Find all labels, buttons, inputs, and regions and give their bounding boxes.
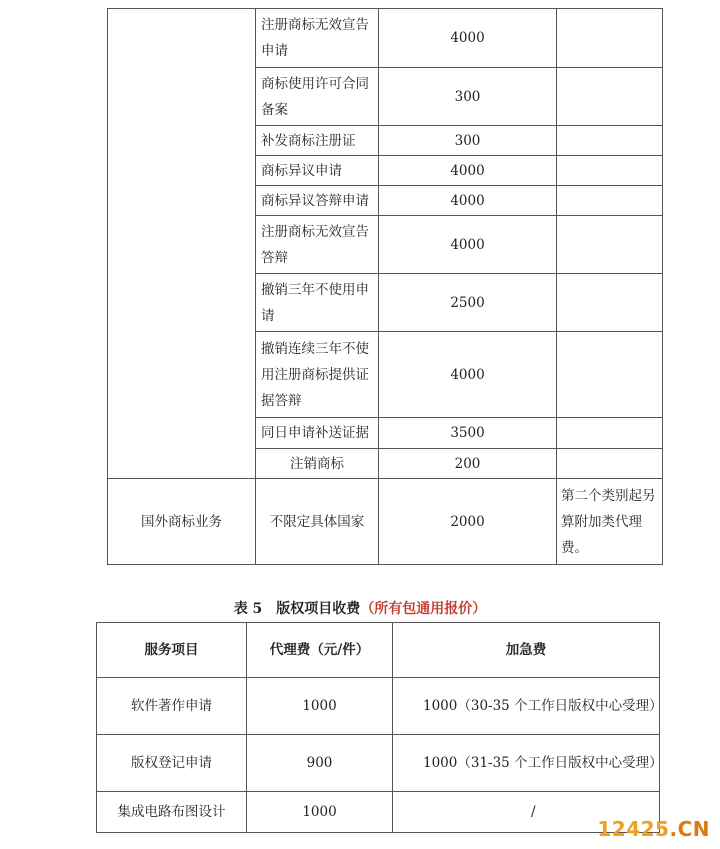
urgent-cell: 1000（30-35 个工作日版权中心受理）: [393, 678, 660, 735]
service-cell: 撤销连续三年不使用注册商标提供证据答辩: [256, 332, 379, 418]
fee-cell: 3500: [379, 418, 557, 449]
fee-cell: 4000: [379, 216, 557, 274]
service-cell: 补发商标注册证: [256, 126, 379, 156]
fee-cell: 1000: [247, 678, 393, 735]
fee-cell: 2500: [379, 274, 557, 332]
table-row: [97, 678, 660, 735]
table-row: [108, 9, 663, 68]
fee-cell: 4000: [379, 186, 557, 216]
fee-cell: 300: [379, 68, 557, 126]
trademark-fee-table: [107, 8, 663, 565]
service-cell: 注册商标无效宣告申请: [256, 9, 379, 68]
urgent-cell: 1000（31-35 个工作日版权中心受理）: [393, 735, 660, 792]
note-cell: [557, 449, 663, 479]
category-cell: [108, 9, 256, 479]
note-cell: [557, 126, 663, 156]
service-cell: 不限定具体国家: [256, 479, 379, 565]
fee-cell: 300: [379, 126, 557, 156]
note-cell: [557, 332, 663, 418]
fee-cell: 200: [379, 449, 557, 479]
header-fee: 代理费（元/件）: [247, 623, 393, 678]
table-caption: [0, 598, 720, 618]
caption-highlight: （所有包通用报价）: [360, 601, 487, 617]
fee-cell: 4000: [379, 9, 557, 68]
header-urgent: 加急费: [393, 623, 660, 678]
note-cell: [557, 68, 663, 126]
service-cell: 注册商标无效宣告答辩: [256, 216, 379, 274]
category-cell: 国外商标业务: [108, 479, 256, 565]
fee-cell: 4000: [379, 156, 557, 186]
note-cell: [557, 9, 663, 68]
copyright-fee-table: [96, 622, 663, 833]
service-cell: 集成电路布图设计: [97, 792, 247, 833]
service-cell: 商标使用许可合同备案: [256, 68, 379, 126]
fee-cell: 1000: [247, 792, 393, 833]
fee-cell: 4000: [379, 332, 557, 418]
service-cell: 注销商标: [256, 449, 379, 479]
watermark-number: 12425: [597, 817, 670, 841]
note-cell: [557, 418, 663, 449]
caption-text: 表 5 版权项目收费: [233, 601, 361, 617]
note-cell: 第二个类别起另算附加类代理费。: [557, 479, 663, 565]
table-row: [97, 792, 660, 833]
fee-cell: 2000: [379, 479, 557, 565]
service-cell: 撤销三年不使用申请: [256, 274, 379, 332]
service-cell: 商标异议答辩申请: [256, 186, 379, 216]
table-row: [97, 735, 660, 792]
urgent-cell: /: [393, 792, 660, 833]
header-service: 服务项目: [97, 623, 247, 678]
service-cell: 版权登记申请: [97, 735, 247, 792]
watermark-domain: .CN: [669, 817, 710, 841]
note-cell: [557, 156, 663, 186]
service-cell: 同日申请补送证据: [256, 418, 379, 449]
service-cell: 商标异议申请: [256, 156, 379, 186]
note-cell: [557, 186, 663, 216]
table-row: [108, 479, 663, 565]
site-watermark: [597, 817, 710, 841]
table-header-row: [97, 623, 660, 678]
fee-cell: 900: [247, 735, 393, 792]
service-cell: 软件著作申请: [97, 678, 247, 735]
note-cell: [557, 216, 663, 274]
note-cell: [557, 274, 663, 332]
